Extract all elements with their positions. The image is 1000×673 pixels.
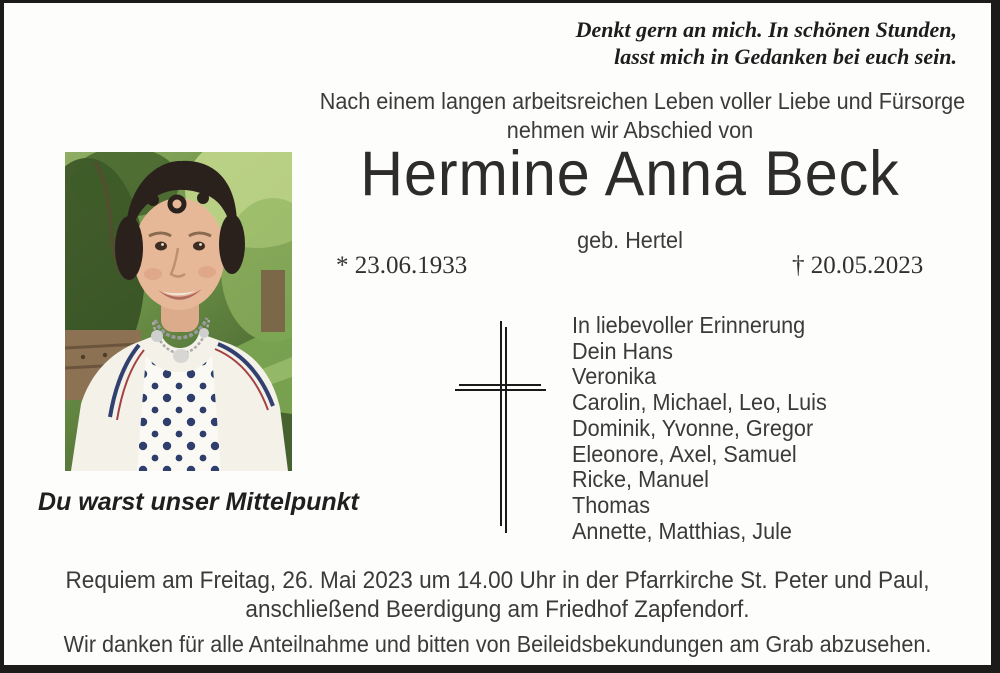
portrait-photo bbox=[65, 152, 292, 471]
epigraph bbox=[576, 16, 957, 70]
intro-text bbox=[319, 87, 966, 145]
death-date: † 20.05.2023 bbox=[792, 252, 924, 279]
mourner-line: Veronika bbox=[572, 363, 657, 390]
intro-line-1: Nach einem langen arbeitsreichen Leben voller Liebe und Fürsorge bbox=[319, 88, 966, 114]
service-line-2: anschließend Beerdigung am Friedhof Zapfendorf. bbox=[245, 596, 750, 623]
thanks-line: Wir danken für alle Anteilnahme und bitten von Beileidsbekundungen am Grab abzusehen. bbox=[63, 631, 932, 657]
service-line-1: Requiem am Freitag, 26. Mai 2023 um 14.00 Uhr in der Pfarrkirche St. Peter und Paul, bbox=[65, 567, 930, 594]
mourner-line: Annette, Matthias, Jule bbox=[572, 517, 792, 544]
memorial-block bbox=[572, 313, 827, 544]
birth-date: * 23.06.1933 bbox=[336, 252, 468, 279]
mourner-line: Carolin, Michael, Leo, Luis bbox=[572, 389, 827, 416]
mourner-line: Thomas bbox=[572, 491, 651, 518]
mourner-line: Ricke, Manuel bbox=[572, 466, 709, 493]
deceased-name: Hermine Anna Beck bbox=[360, 139, 900, 209]
epigraph-line-1: Denkt gern an mich. In schönen Stunden, bbox=[575, 17, 957, 42]
maiden-name: geb. Hertel bbox=[577, 227, 683, 253]
memorial-heading: In liebevoller Erinnerung bbox=[572, 312, 806, 338]
mourner-line: Eleonore, Axel, Samuel bbox=[572, 440, 797, 467]
epigraph-line-2: lasst mich in Gedanken bei euch sein. bbox=[614, 44, 957, 69]
mourner-line: Dein Hans bbox=[572, 337, 673, 364]
mourner-line: Dominik, Yvonne, Gregor bbox=[572, 414, 814, 441]
photo-caption: Du warst unser Mittelpunkt bbox=[38, 488, 359, 516]
memorial-cross-icon bbox=[449, 315, 554, 540]
service-details bbox=[34, 566, 962, 624]
intro-line-2: nehmen wir Abschied von bbox=[506, 117, 754, 143]
